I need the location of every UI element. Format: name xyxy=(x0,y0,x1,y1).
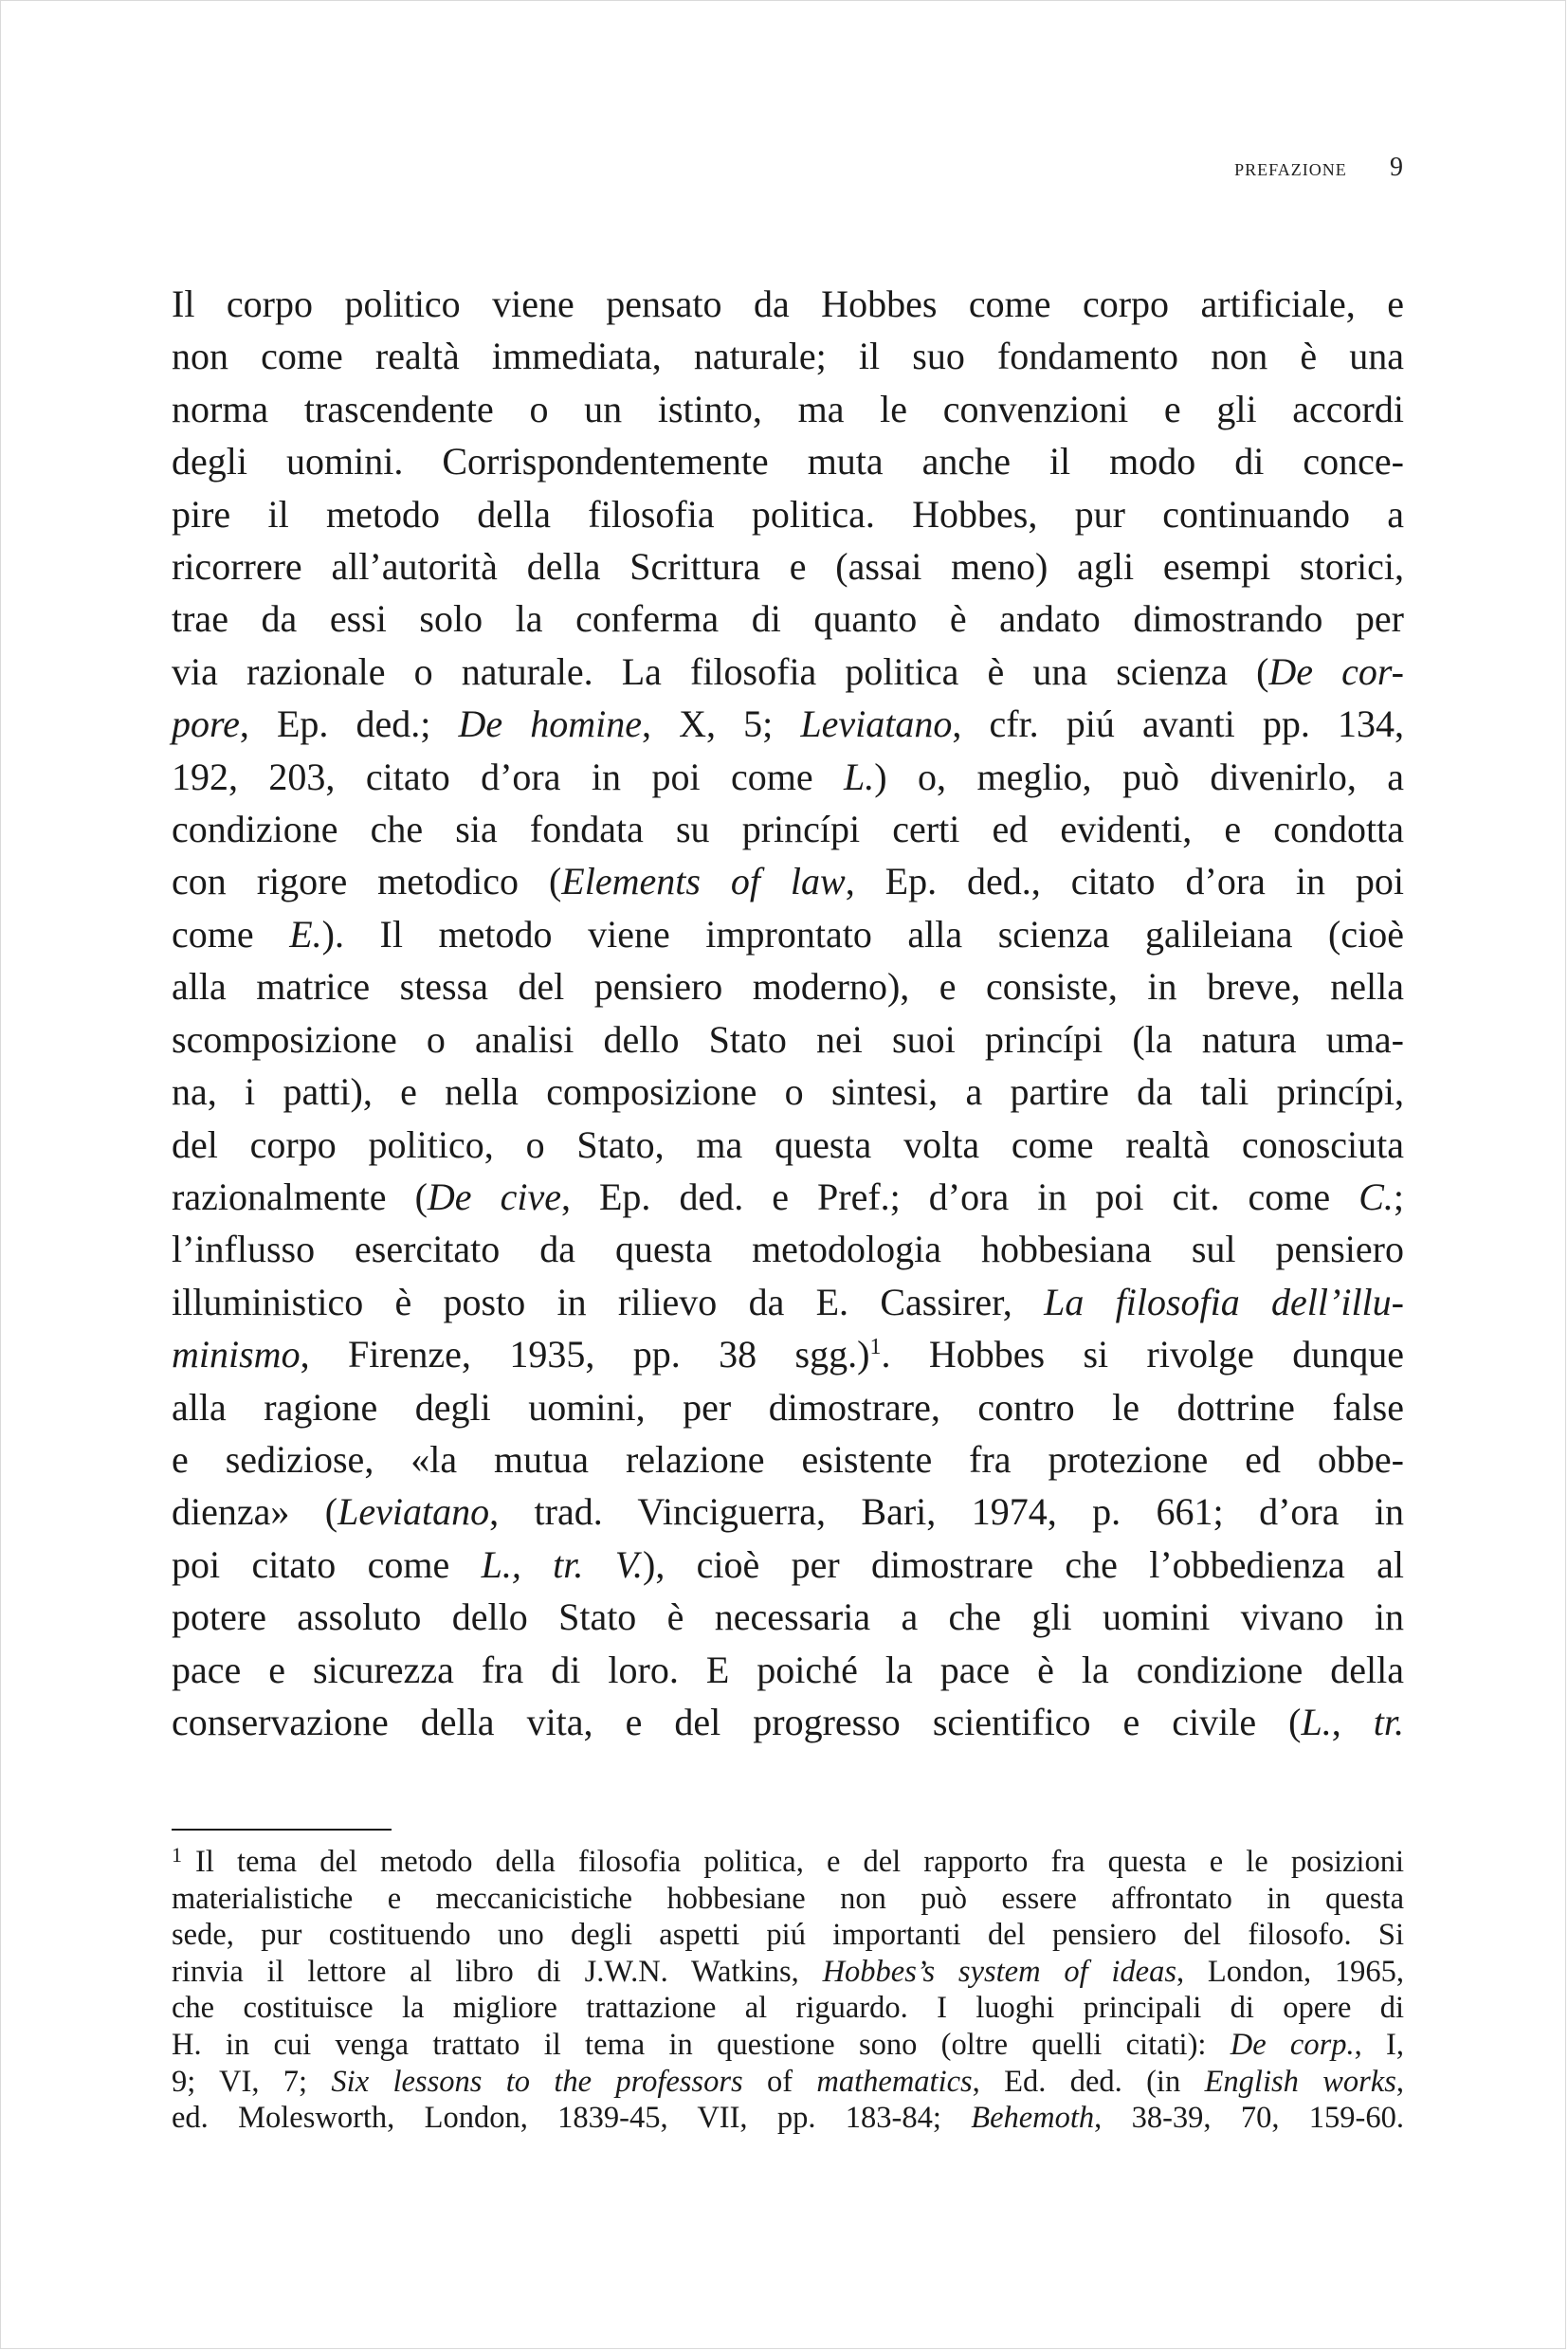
body-line xyxy=(172,488,1404,540)
text-run: pire il metodo della filosofia politica. Hobbes, pur continuando a xyxy=(172,492,1404,536)
text-run: trae da essi solo la conferma di quanto è andato dimostrando per xyxy=(172,597,1404,641)
footnote-line xyxy=(172,1844,1404,1881)
body-line xyxy=(172,383,1404,435)
text-run: ) o, meglio, può divenirlo, a xyxy=(874,755,1404,798)
footnote-marker: 1 xyxy=(172,1843,182,1867)
text-run: l’influsso esercitato da questa metodologia hobbesiana sul pensiero xyxy=(172,1228,1404,1271)
text-run: come xyxy=(172,912,290,956)
italic-text: minismo xyxy=(172,1333,301,1376)
footnote-separator xyxy=(172,1829,392,1831)
text-run: , xyxy=(1395,2064,1404,2099)
text-run: , X, 5; xyxy=(642,702,801,746)
text-run: via razionale o naturale. La filosofia politica è una scienza ( xyxy=(172,649,1269,693)
text-run: , cfr. piú avanti pp. 134, xyxy=(952,702,1404,746)
body-line xyxy=(172,278,1404,330)
text-run: na, i patti), e nella composizione o sintesi, a partire da tali princípi, xyxy=(172,1070,1404,1114)
text-run: , I, xyxy=(1354,2027,1404,2062)
page-number: 9 xyxy=(1390,153,1404,182)
footnote-reference: 1 xyxy=(869,1335,882,1360)
text-run: H. in cui venga trattato il tema in questione sono (oltre quelli citati): xyxy=(172,2027,1231,2062)
footnote xyxy=(172,1844,1404,2137)
body-line xyxy=(172,592,1404,645)
text-run: poi citato come xyxy=(172,1542,482,1586)
footnote-line xyxy=(172,1954,1404,1991)
italic-text: De cive xyxy=(427,1175,561,1218)
body-line xyxy=(172,1171,1404,1223)
body-line xyxy=(172,1696,1404,1748)
text-run: , Ed. ded. (in xyxy=(972,2064,1205,2099)
text-run: che costituisce la migliore trattazione al riguardo. I luoghi principali di opere di xyxy=(172,1991,1404,2026)
footnote-line xyxy=(172,2100,1404,2137)
text-run: ), cioè per dimostrare che l’obbedienza al xyxy=(643,1542,1404,1586)
body-paragraph xyxy=(172,278,1404,1748)
text-run: degli uomini. Corrispondentemente muta anche il modo di conce- xyxy=(172,440,1404,483)
text-run: e sediziose, «la mutua relazione esistente fra protezione ed obbe- xyxy=(172,1437,1404,1481)
text-run: , Ep. ded., citato d’ora in poi xyxy=(845,860,1405,903)
text-run: ; xyxy=(1393,1175,1404,1218)
text-run: condizione che sia fondata su princípi certi ed evidenti, e condotta xyxy=(172,808,1404,851)
text-run: sede, pur costituendo uno degli aspetti piú importanti del pensiero del filosofo. Si xyxy=(172,1918,1404,1953)
footnote-line xyxy=(172,2064,1404,2101)
text-run: ed. Molesworth, London, 1839-45, VII, pp. 183-84; xyxy=(172,2101,972,2136)
text-run: , xyxy=(1331,1700,1374,1743)
italic-text: Leviatano xyxy=(337,1490,490,1534)
body-line xyxy=(172,1381,1404,1433)
italic-text: tr. xyxy=(1373,1700,1405,1743)
text-run: . Hobbes si rivolge dunque xyxy=(881,1333,1404,1376)
body-line xyxy=(172,1539,1404,1591)
text-run: ). Il metodo viene improntato alla scienza galileiana (cioè xyxy=(321,912,1404,956)
italic-text: De cor- xyxy=(1268,649,1404,693)
italic-text: Leviatano xyxy=(800,702,953,746)
text-run: 9; VI, 7; xyxy=(172,2064,332,2099)
running-head xyxy=(172,153,1404,183)
text-run: alla matrice stessa del pensiero moderno), e consiste, in breve, nella xyxy=(172,965,1404,1009)
text-run: , 38-39, 70, 159-60. xyxy=(1094,2101,1404,2136)
body-line xyxy=(172,435,1404,487)
text-run: , trad. Vinciguerra, Bari, 1974, p. 661; d’ora in xyxy=(489,1490,1404,1534)
body-line xyxy=(172,1276,1404,1328)
italic-text: L. xyxy=(1301,1700,1332,1743)
italic-text: Six lessons to the professors xyxy=(331,2064,743,2099)
body-line xyxy=(172,1066,1404,1118)
italic-text: L., tr. V. xyxy=(481,1542,644,1586)
text-run: pace e sicurezza fra di loro. E poiché la pace è la condizione della xyxy=(172,1648,1404,1691)
footnote-line xyxy=(172,1990,1404,2027)
text-run: , Ep. ded.; xyxy=(239,702,459,746)
text-run: scomposizione o analisi dello Stato nei suoi princípi (la natura uma- xyxy=(172,1017,1404,1061)
text-run: norma trascendente o un istinto, ma le convenzioni e gli accordi xyxy=(172,387,1404,430)
body-line xyxy=(172,646,1404,698)
italic-text: Elements of law xyxy=(561,860,846,903)
body-line xyxy=(172,1013,1404,1066)
text-run: Il corpo politico viene pensato da Hobbes come corpo artificiale, e xyxy=(172,282,1404,325)
text-run: materialistiche e meccanicistiche hobbesiane non può essere affrontato in questa xyxy=(172,1881,1404,1916)
italic-text: De homine xyxy=(458,702,643,746)
italic-text: Behemoth xyxy=(971,2101,1095,2136)
body-line xyxy=(172,1644,1404,1696)
body-line xyxy=(172,960,1404,1012)
text-run: , London, 1965, xyxy=(1176,1954,1404,1989)
body-line xyxy=(172,540,1404,592)
footnote-line xyxy=(172,1881,1404,1918)
text-run: conservazione della vita, e del progresso scientifico e civile ( xyxy=(172,1700,1302,1743)
text-run: con rigore metodico ( xyxy=(172,860,562,903)
body-line xyxy=(172,330,1404,382)
body-line xyxy=(172,1433,1404,1485)
italic-text: De corp. xyxy=(1230,2027,1355,2062)
italic-text: E. xyxy=(289,912,322,956)
body-line xyxy=(172,1485,1404,1538)
text-run: ricorrere all’autorità della Scrittura e (assai meno) agli esempi storici, xyxy=(172,545,1404,589)
text-run: Il tema del metodo della filosofia politica, e del rapporto fra questa e le posizioni xyxy=(195,1845,1404,1879)
footnote-line xyxy=(172,2027,1404,2064)
text-run: , Firenze, 1935, pp. 38 sgg.) xyxy=(300,1333,870,1376)
text-run: 192, 203, citato d’ora in poi come xyxy=(172,755,845,798)
text-run: del corpo politico, o Stato, ma questa volta come realtà conosciuta xyxy=(172,1122,1404,1166)
italic-text: La filosofia dell’illu- xyxy=(1044,1280,1404,1323)
italic-text: Hobbes’s system of ideas xyxy=(822,1954,1176,1989)
text-run: razionalmente ( xyxy=(172,1175,428,1218)
footnote-line xyxy=(172,1917,1404,1954)
text-run: alla ragione degli uomini, per dimostrare, contro le dottrine false xyxy=(172,1385,1404,1429)
text-run: illuministico è posto in rilievo da E. Cassirer, xyxy=(172,1280,1045,1323)
italic-text: English works xyxy=(1204,2064,1396,2099)
body-line xyxy=(172,908,1404,960)
text-run: rinvia il lettore al libro di J.W.N. Watkins, xyxy=(172,1954,823,1989)
text-run: of xyxy=(742,2064,817,2099)
body-line xyxy=(172,1223,1404,1275)
text-run: potere assoluto dello Stato è necessaria a che gli uomini vivano in xyxy=(172,1595,1404,1639)
body-line xyxy=(172,751,1404,803)
body-line xyxy=(172,803,1404,855)
body-line xyxy=(172,1119,1404,1171)
text-run: dienza» ( xyxy=(172,1490,338,1534)
italic-text: C. xyxy=(1358,1175,1394,1218)
body-line xyxy=(172,1591,1404,1643)
body-line xyxy=(172,698,1404,750)
running-title: prefazione xyxy=(1234,155,1347,181)
italic-text: mathematics xyxy=(816,2064,973,2099)
body-line xyxy=(172,1328,1404,1380)
text-run: , Ep. ded. e Pref.; d’ora in poi cit. come xyxy=(560,1175,1359,1218)
text-run: non come realtà immediata, naturale; il suo fondamento non è una xyxy=(172,335,1404,378)
body-line xyxy=(172,855,1404,907)
italic-text: L. xyxy=(844,755,875,798)
italic-text: pore xyxy=(172,702,240,746)
